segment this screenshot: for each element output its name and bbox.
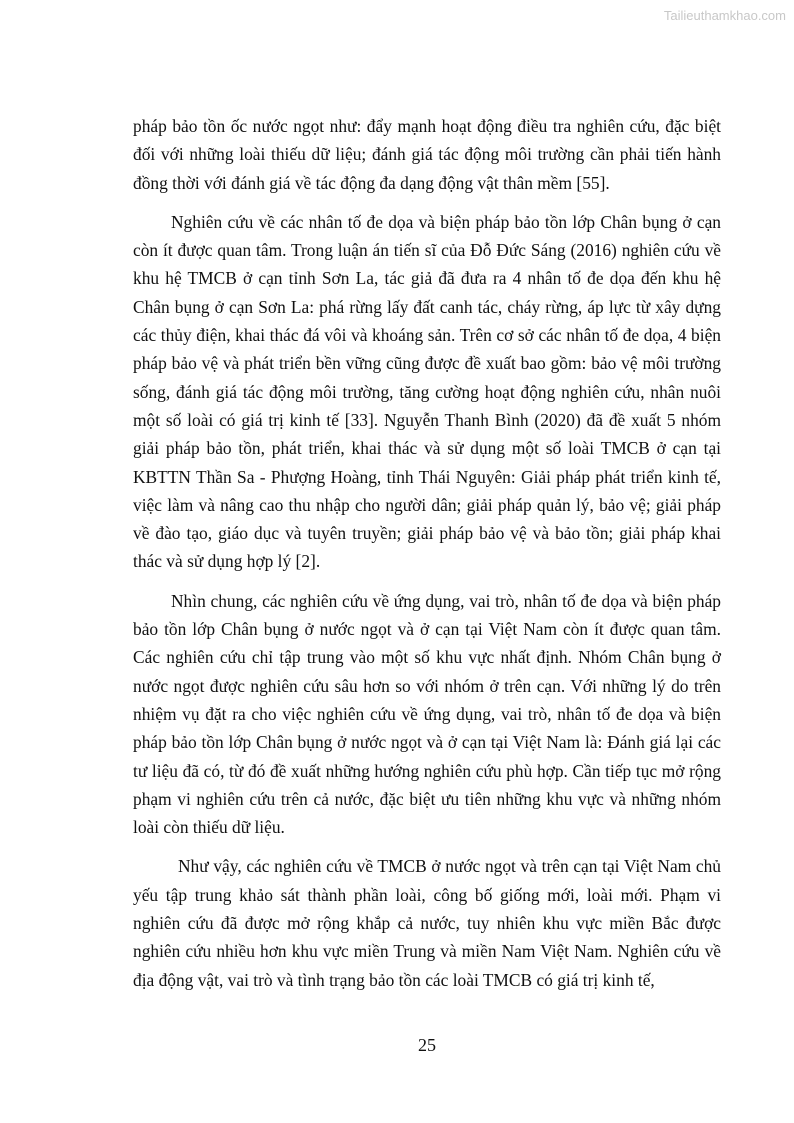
paragraph-threats-land-snails: Nghiên cứu về các nhân tố đe dọa và biện pháp bảo tồn lớp Chân bụng ở cạn còn ít được quan tâm. Trong luận án tiến sĩ của Đỗ Đức Sáng (2016) nghiên cứu về khu hệ TMCB ở cạn tỉnh Sơn La, tác giả đã đưa ra 4 nhân tố đe dọa đến khu hệ Chân bụng ở cạn Sơn La: phá rừng lấy đất canh tác, cháy rừng, áp lực từ xây dựng các thủy điện, khai thác đá vôi và khoáng sản. Trên cơ sở các nhân tố đe dọa, 4 biện pháp bảo vệ và phát triển bền vững cũng được đề xuất bao gồm: bảo vệ môi trường sống, đánh giá tác động môi trường, tăng cường hoạt động nghiên cứu, nhân nuôi một số loài có giá trị kinh tế [33]. Nguyễn Thanh Bình (2020) đã đề xuất 5 nhóm giải pháp bảo tồn, phát triển, khai thác và sử dụng một số loài TMCB ở cạn tại KBTTN Thần Sa - Phượng Hoàng, tỉnh Thái Nguyên: Giải pháp phát triển kinh tế, việc làm và nâng cao thu nhập cho người dân; giải pháp quản lý, bảo vệ; giải pháp về đào tạo, giáo dục và tuyên truyền; giải pháp bảo vệ và bảo tồn; giải pháp khai thác và sử dụng hợp lý [2]. xyxy=(133,211,721,572)
watermark-text: Tailieuthamkhao.com xyxy=(663,8,786,23)
page-number: 25 xyxy=(418,1035,436,1055)
document-body xyxy=(133,112,721,1005)
paragraph-summary: Như vậy, các nghiên cứu về TMCB ở nước ngọt và trên cạn tại Việt Nam chủ yếu tập trung khảo sát thành phần loài, công bố giống mới, loài mới. Phạm vi nghiên cứu đã được mở rộng khắp cả nước, tuy nhiên khu vực miền Bắc được nghiên cứu nhiều hơn khu vực miền Trung và miền Nam Việt Nam. Nghiên cứu về địa động vật, vai trò và tình trạng bảo tồn các loài TMCB có giá trị kinh tế, xyxy=(133,856,721,990)
paragraph-continued: pháp bảo tồn ốc nước ngọt như: đẩy mạnh hoạt động điều tra nghiên cứu, đặc biệt đối với những loài thiếu dữ liệu; đánh giá tác động môi trường cần phải tiến hành đồng thời với đánh giá về tác động đa dạng động vật thân mềm [55]. xyxy=(133,116,721,193)
paragraph-general-assessment: Nhìn chung, các nghiên cứu về ứng dụng, vai trò, nhân tố đe dọa và biện pháp bảo tồn lớp Chân bụng ở nước ngọt và ở cạn tại Việt Nam còn ít được quan tâm. Các nghiên cứu chỉ tập trung vào một số khu vực nhất định. Nhóm Chân bụng ở nước ngọt được nghiên cứu sâu hơn so với nhóm ở trên cạn. Với những lý do trên nhiệm vụ đặt ra cho việc nghiên cứu về ứng dụng, vai trò, nhân tố đe dọa và biện pháp bảo tồn lớp Chân bụng ở nước ngọt và ở cạn tại Việt Nam là: Đánh giá lại các tư liệu đã có, từ đó đề xuất những hướng nghiên cứu phù hợp. Cần tiếp tục mở rộng phạm vi nghiên cứu trên cả nước, đặc biệt ưu tiên những khu vực và những nhóm loài còn thiếu dữ liệu. xyxy=(133,590,721,838)
